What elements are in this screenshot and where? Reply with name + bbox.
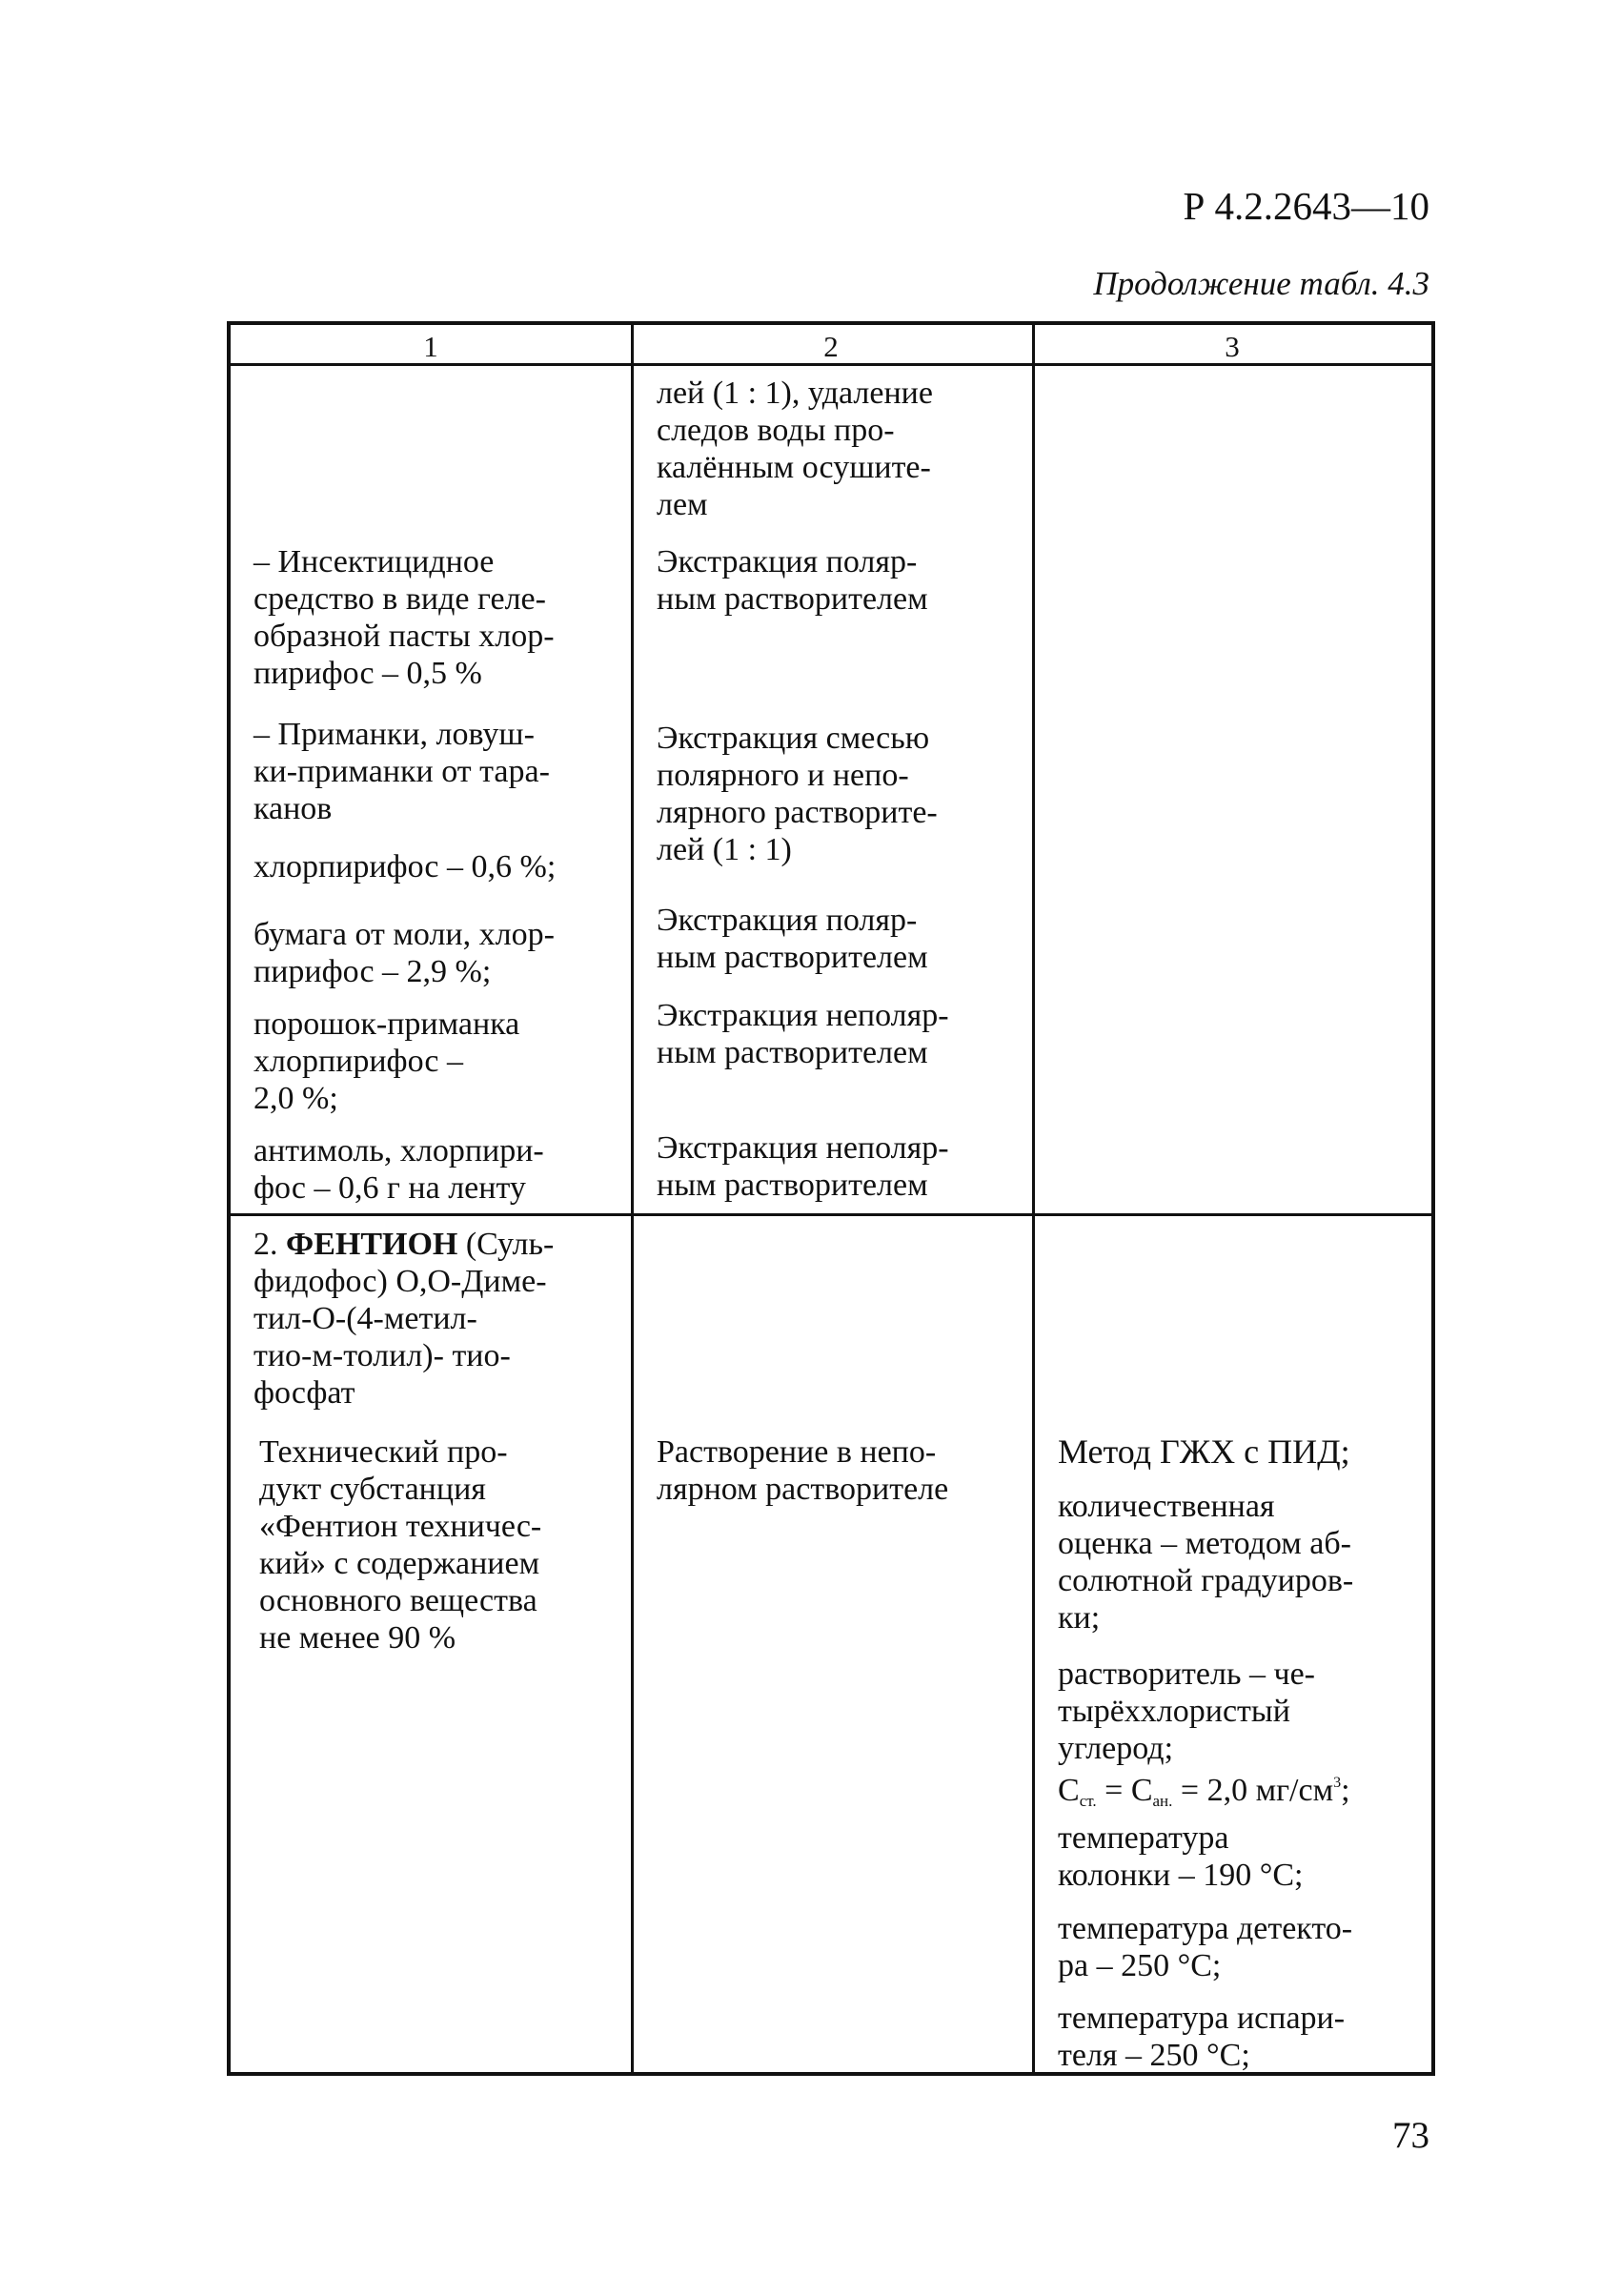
cell-moth-paper: бумага от моли, хлор- пирифос – 2,9 %; bbox=[253, 917, 555, 989]
cell-gel-paste: – Инсектицидное средство в виде геле- образной пасты хлор- пирифос – 0,5 % bbox=[253, 544, 555, 691]
cell-evaporator-temperature: температура испари- теля – 250 °С; bbox=[1058, 2001, 1346, 2073]
column-divider-1 bbox=[631, 325, 634, 2072]
cell-quantitation: количественная оценка – методом аб- солютной градуиров- ки; bbox=[1058, 1489, 1354, 1636]
cell-technical-product: Технический про- дукт субстанция «Фентион техничес- кий» с содержанием основного вещества не менее 90 % bbox=[259, 1434, 542, 1656]
cell-antimol: антимоль, хлорпири- фос – 0,6 г на ленту bbox=[253, 1133, 544, 1206]
cell-bait-powder: порошок-приманка хлорпирифос – 2,0 %; bbox=[253, 1006, 520, 1116]
fention-number: 2. bbox=[253, 1227, 278, 1262]
cell-detector-temperature: температура детекто- ра – 250 °С; bbox=[1058, 1911, 1353, 1983]
page-number: 73 bbox=[1392, 2115, 1429, 2156]
cell-extraction-mixture: Экстракция смесью полярного и непо- лярного растворите- лей (1 : 1) bbox=[657, 721, 938, 867]
data-table bbox=[227, 321, 1435, 2076]
section-divider bbox=[231, 1213, 1431, 1216]
formula-exponent: 3 bbox=[1333, 1775, 1342, 1791]
formula-value: = 2,0 мг/см bbox=[1172, 1773, 1334, 1808]
formula-end: ; bbox=[1341, 1773, 1350, 1808]
cell-column-temperature: температура колонки – 190 °С; bbox=[1058, 1820, 1304, 1893]
cell-extraction-nonpolar-1: Экстракция неполяр- ным растворителем bbox=[657, 998, 949, 1070]
cell-method-gc-fid: Метод ГЖХ с ПИД; bbox=[1058, 1432, 1350, 1471]
table-continuation-caption: Продолжение табл. 4.3 bbox=[1093, 265, 1429, 302]
formula-c1: С bbox=[1058, 1773, 1080, 1808]
column-divider-2 bbox=[1032, 325, 1035, 2072]
cell-solvent-removal: лей (1 : 1), удаление следов воды про- калённым осушите- лем bbox=[657, 376, 933, 522]
formula-equals: = bbox=[1096, 1773, 1131, 1808]
column-number-3: 3 bbox=[1225, 330, 1240, 363]
cell-chlorpyrifos-06: хлорпирифос – 0,6 %; bbox=[253, 849, 557, 884]
cell-concentration-formula bbox=[1058, 1764, 1350, 1819]
cell-baits-traps: – Приманки, ловуш- ки-приманки от тара- канов bbox=[253, 717, 550, 826]
fention-chemical-name: фидофос) О,О-Димe- тил-О-(4-метил- тио-м-толил)- тио- фосфат bbox=[253, 1264, 547, 1411]
cell-fention-heading bbox=[253, 1226, 554, 1412]
cell-extraction-polar-2: Экстракция поляр- ным растворителем bbox=[657, 903, 928, 975]
fention-name: ФЕНТИОН bbox=[286, 1227, 458, 1262]
document-code: Р 4.2.2643—10 bbox=[1183, 184, 1429, 228]
formula-sub-st: ст. bbox=[1079, 1792, 1097, 1810]
formula-sub-an: ан. bbox=[1152, 1792, 1173, 1810]
formula-c2: С bbox=[1130, 1773, 1153, 1808]
cell-dissolution: Растворение в непо- лярном растворителе bbox=[657, 1434, 949, 1507]
cell-extraction-polar-1: Экстракция поляр- ным растворителем bbox=[657, 544, 928, 617]
column-number-1: 1 bbox=[423, 330, 438, 363]
column-number-2: 2 bbox=[823, 330, 839, 363]
cell-solvent: растворитель – че- тырёххлористый углерод; bbox=[1058, 1656, 1315, 1766]
fention-synonym: (Суль- bbox=[457, 1227, 555, 1262]
cell-extraction-nonpolar-2: Экстракция неполяр- ным растворителем bbox=[657, 1130, 949, 1203]
